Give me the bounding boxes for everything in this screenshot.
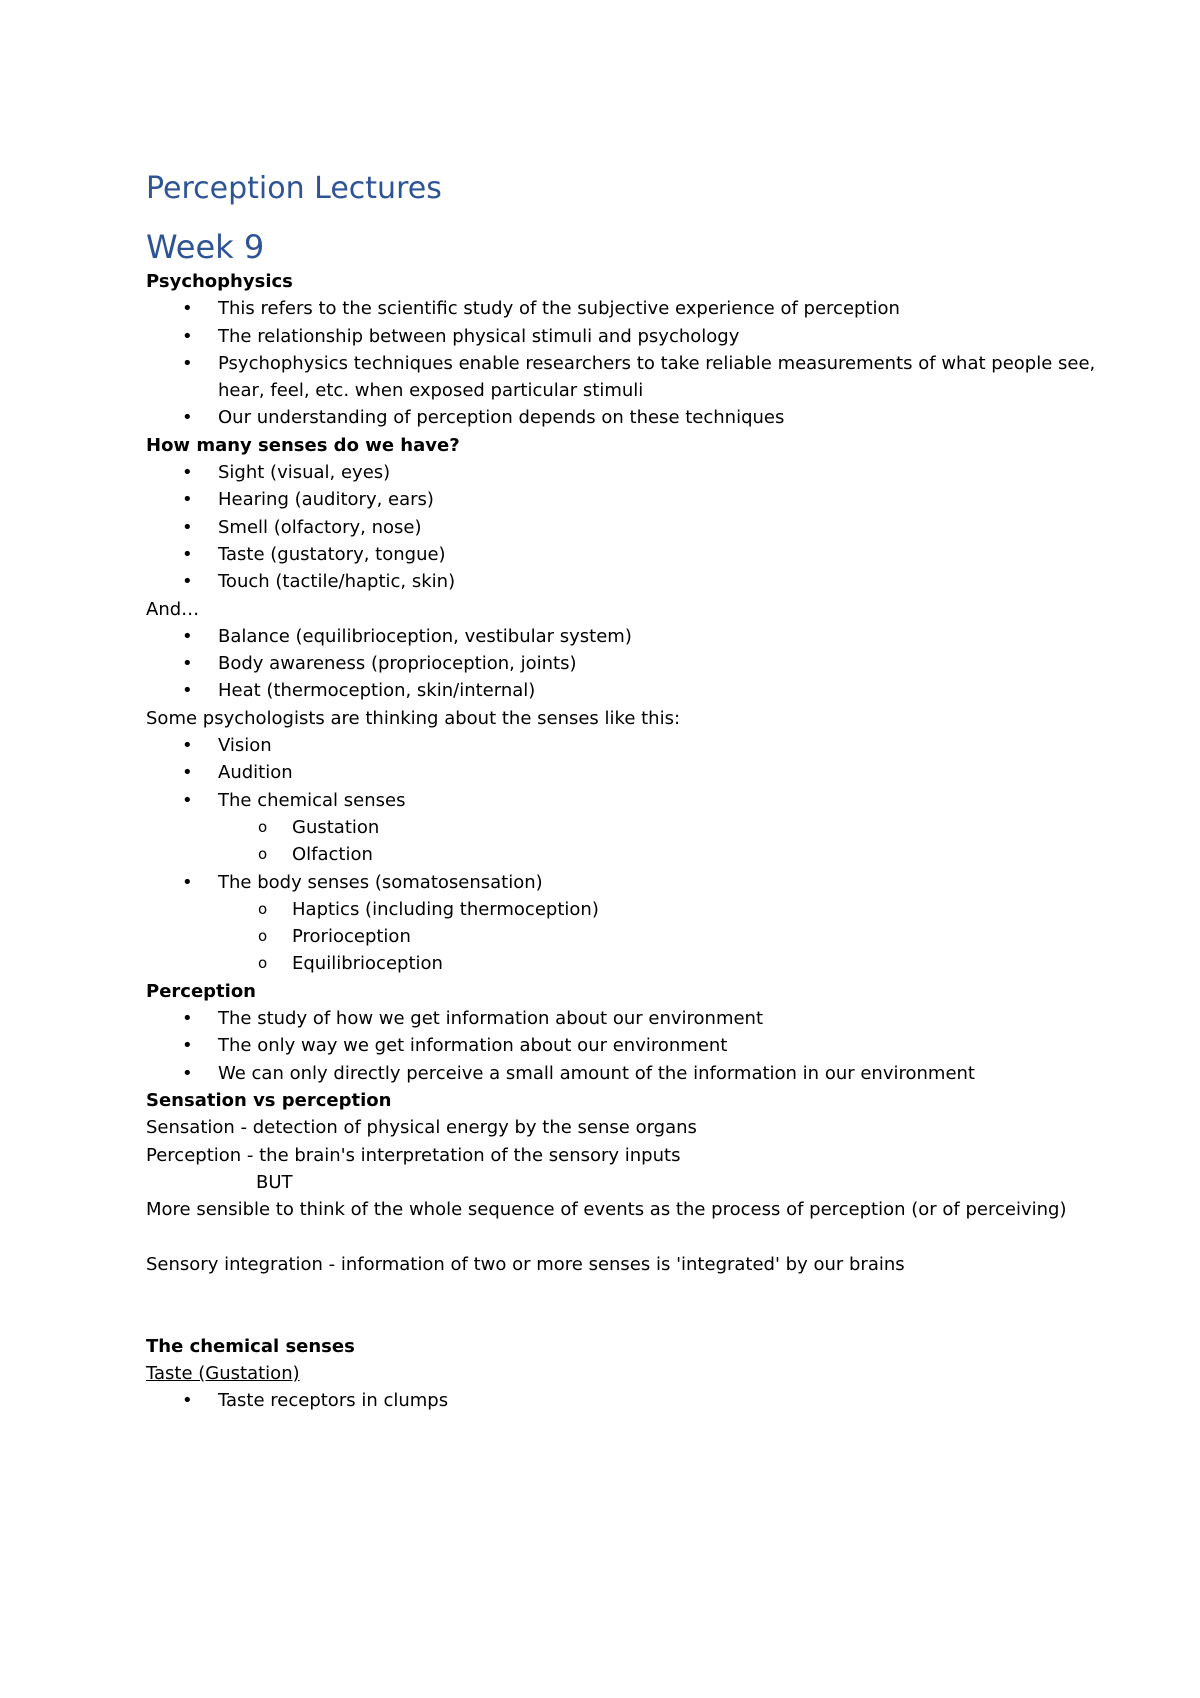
list-item: • Our understanding of perception depends on these techniques — [146, 404, 1106, 431]
bullet-icon: • — [182, 407, 193, 429]
list-item: • We can only directly perceive a small amount of the information in our environment — [146, 1060, 1106, 1087]
document-title: Perception Lectures — [146, 171, 442, 206]
list-item: • Taste receptors in clumps — [146, 1387, 1106, 1414]
list-item: • Hearing (auditory, ears) — [146, 486, 1106, 513]
sub-list-item: o Gustation — [146, 814, 1106, 841]
document-subtitle: Week 9 — [146, 228, 265, 266]
circle-bullet-icon: o — [258, 954, 268, 973]
bullet-icon: • — [182, 516, 193, 538]
section-heading-psychophysics: Psychophysics — [146, 271, 293, 292]
circle-bullet-icon: o — [258, 927, 268, 946]
list-item: • The only way we get information about our environment — [146, 1032, 1106, 1059]
but-label: BUT — [256, 1171, 293, 1193]
and-label: And… — [146, 598, 200, 620]
bullet-icon: • — [182, 680, 193, 702]
list-item: • Smell (olfactory, nose) — [146, 514, 1106, 541]
circle-bullet-icon: o — [258, 845, 268, 864]
bullet-icon: • — [182, 571, 193, 593]
list-item: • The body senses (somatosensation) — [146, 869, 1106, 896]
bullet-icon: • — [182, 489, 193, 511]
list-item: • Heat (thermoception, skin/internal) — [146, 677, 1106, 704]
list-item: • Taste (gustatory, tongue) — [146, 541, 1106, 568]
list-item: • Balance (equilibrioception, vestibular system) — [146, 623, 1106, 650]
list-item: • Psychophysics techniques enable researchers to take reliable measurements of what people see, hear, feel, etc. when exposed particular stimuli — [146, 350, 1106, 405]
bullet-icon: • — [182, 1062, 193, 1084]
sub-list-item: o Olfaction — [146, 841, 1106, 868]
list-item: • The relationship between physical stimuli and psychology — [146, 323, 1106, 350]
bullet-icon: • — [182, 653, 193, 675]
blank-line — [146, 1278, 1106, 1333]
paragraph-sensation: Sensation - detection of physical energy by the sense organs — [146, 1117, 697, 1139]
paragraph-sensible: More sensible to think of the whole sequence of events as the process of perception (or of perceiving) — [146, 1199, 1067, 1221]
bullet-icon: • — [182, 762, 193, 784]
section-heading-perception: Perception — [146, 980, 256, 1002]
bullet-icon: • — [182, 1035, 193, 1057]
subheading-taste: Taste (Gustation) — [146, 1362, 300, 1384]
bullet-icon: • — [182, 789, 193, 811]
grouping-intro: Some psychologists are thinking about the senses like this: — [146, 707, 681, 729]
list-item: • This refers to the scientific study of the subjective experience of perception — [146, 295, 1106, 322]
circle-bullet-icon: o — [258, 899, 268, 918]
list-item: • Touch (tactile/haptic, skin) — [146, 568, 1106, 595]
paragraph-perception: Perception - the brain's interpretation of the sensory inputs — [146, 1144, 681, 1166]
paragraph-integration: Sensory integration - information of two or more senses is 'integrated' by our brains — [146, 1253, 905, 1275]
document-content — [146, 168, 1106, 1414]
list-item: • Sight (visual, eyes) — [146, 459, 1106, 486]
bullet-icon: • — [182, 325, 193, 347]
list-item: • The study of how we get information about our environment — [146, 1005, 1106, 1032]
bullet-icon: • — [182, 625, 193, 647]
list-item: • Audition — [146, 759, 1106, 786]
bullet-icon: • — [182, 1390, 193, 1412]
sub-list-item: o Haptics (including thermoception) — [146, 896, 1106, 923]
bullet-icon: • — [182, 352, 193, 374]
bullet-icon: • — [182, 1008, 193, 1030]
bullet-icon: • — [182, 543, 193, 565]
list-item: • The chemical senses — [146, 787, 1106, 814]
bullet-icon: • — [182, 735, 193, 757]
sub-list-item: o Equilibrioception — [146, 950, 1106, 977]
list-item: • Vision — [146, 732, 1106, 759]
bullet-icon: • — [182, 462, 193, 484]
list-item: • Body awareness (proprioception, joints) — [146, 650, 1106, 677]
section-heading-senses: How many senses do we have? — [146, 434, 460, 456]
sub-list-item: o Prorioception — [146, 923, 1106, 950]
bullet-icon: • — [182, 298, 193, 320]
bullet-icon: • — [182, 871, 193, 893]
section-heading-sensation-vs-perception: Sensation vs perception — [146, 1089, 392, 1111]
blank-line — [146, 1223, 1106, 1250]
circle-bullet-icon: o — [258, 817, 268, 836]
document-body — [146, 268, 1106, 1414]
section-heading-chemical-senses: The chemical senses — [146, 1335, 355, 1357]
